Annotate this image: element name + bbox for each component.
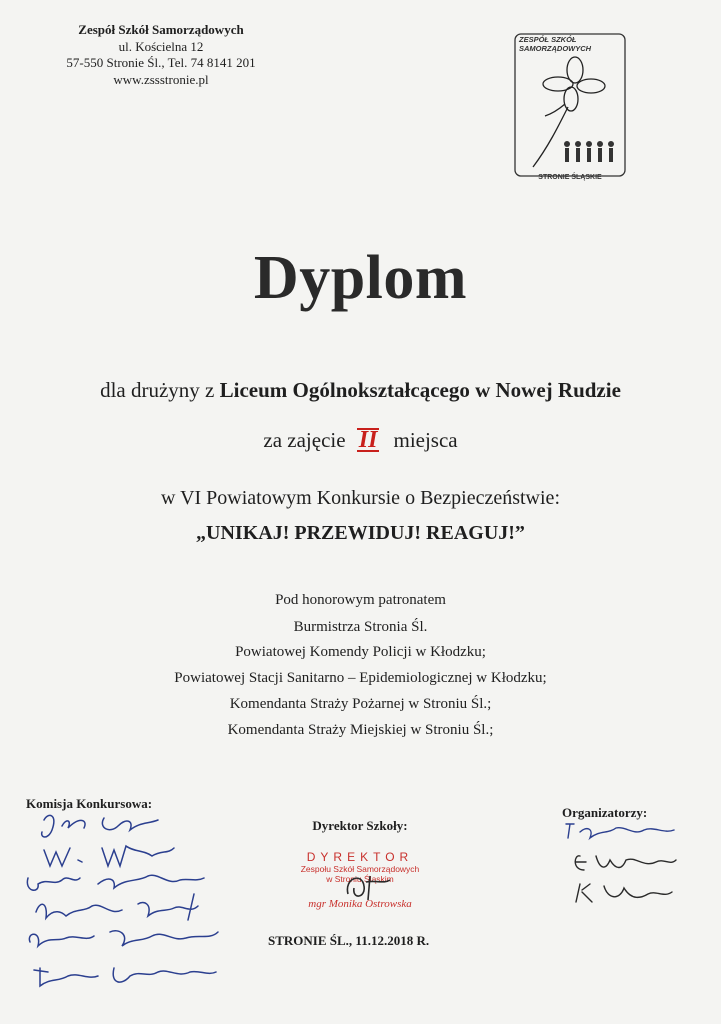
stamp-title: DYREKTOR <box>306 850 414 864</box>
logo-top-text-2: SAMORZĄDOWYCH <box>519 44 592 53</box>
patronage-line: Komendanta Straży Pożarnej w Stroniu Śl.; <box>229 696 492 712</box>
logo-top-text-1: ZESPÓŁ SZKÓŁ <box>519 35 577 44</box>
director-signature <box>340 868 400 904</box>
committee-signatures <box>18 808 248 1018</box>
recipient-line <box>0 378 721 403</box>
director-label: Dyrektor Szkoły: <box>312 818 408 833</box>
contest-line: w VI Powiatowym Konkursie o Bezpieczeństwie: <box>161 487 560 509</box>
stamp-line: w Stroniu Śląskim <box>326 874 394 884</box>
stamp-line: Zespołu Szkół Samorządowych <box>300 864 420 874</box>
patronage-line: Powiatowej Stacji Sanitarno – Epidemiologicznej w Kłodzku; <box>174 670 547 686</box>
school-logo <box>513 32 627 182</box>
school-name: Zespół Szkół Samorządowych <box>78 22 244 37</box>
contest-motto: „UNIKAJ! PRZEWIDUJ! REAGUJ!” <box>196 522 525 544</box>
committee-label: Komisja Konkursowa: <box>26 796 153 811</box>
place-and-date: STRONIE ŚL., 11.12.2018 R. <box>268 933 430 948</box>
patronage-line: Powiatowej Komendy Policji w Kłodzku; <box>235 644 486 660</box>
place-number: II <box>358 427 378 453</box>
place-suffix: miejsca <box>393 428 458 452</box>
school-city-phone: 57-550 Stronie Śl., Tel. 74 8141 201 <box>66 55 256 70</box>
organizers-label: Organizatorzy: <box>562 805 648 820</box>
patronage-line: Burmistrza Stronia Śl. <box>293 619 428 635</box>
organizers-signatures <box>560 818 700 908</box>
recipient-school: Liceum Ogólnokształcącego w Nowej Rudzie <box>219 378 621 402</box>
place-line <box>0 428 721 453</box>
patronage-line: Komendanta Straży Miejskiej w Stroniu Śl.; <box>227 722 494 738</box>
place-prefix: za zajęcie <box>263 428 346 452</box>
school-address-block <box>46 22 276 88</box>
diploma-title: Dyplom <box>253 244 468 312</box>
flower-and-people-icon <box>513 32 627 182</box>
logo-bottom-text: STRONIE ŚLĄSKIE <box>538 174 602 181</box>
patronage-line: Pod honorowym patronatem <box>275 592 446 608</box>
school-street: ul. Kościelna 12 <box>118 38 204 54</box>
school-website: www.zssstronie.pl <box>113 71 209 87</box>
recipient-prefix: dla drużyny z <box>100 378 220 402</box>
stamp-name: mgr Monika Ostrowska <box>308 898 412 910</box>
